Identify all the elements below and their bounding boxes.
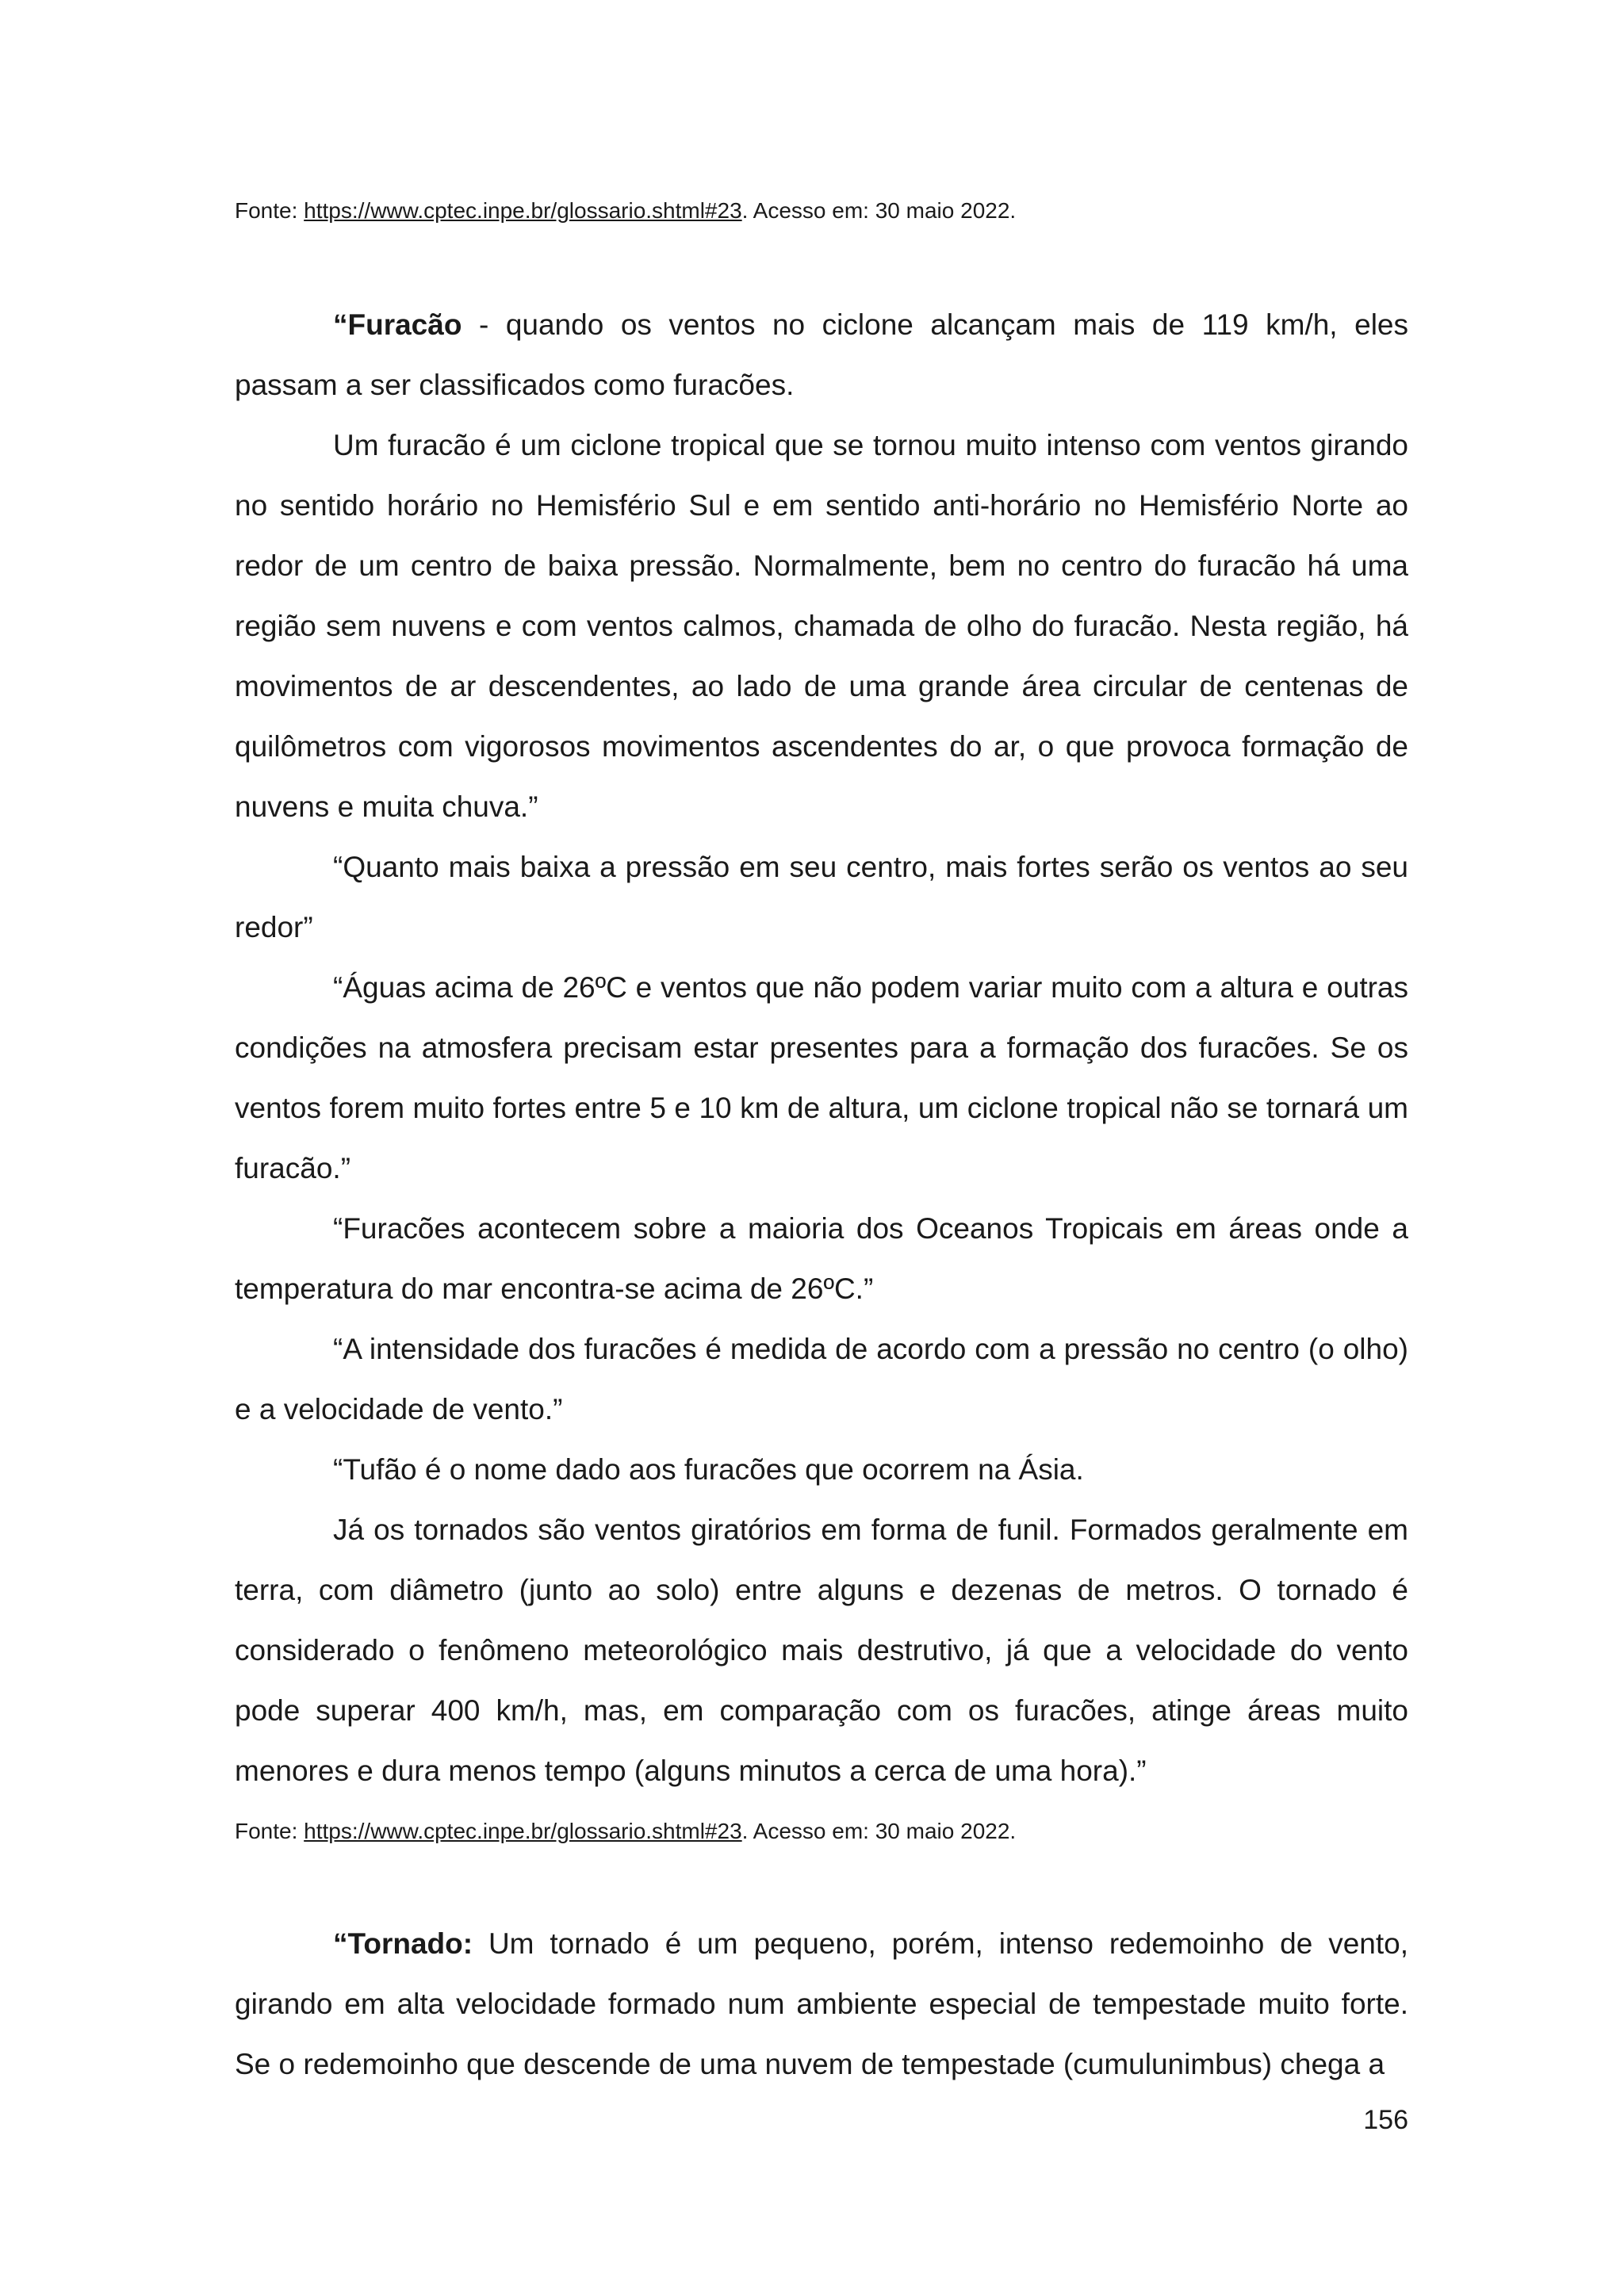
source-suffix: . Acesso em: 30 maio 2022. xyxy=(741,1819,1017,1843)
furacao-term: “Furacão xyxy=(333,308,462,341)
paragraph-oceanos: “Furacões acontecem sobre a maioria dos Oceanos Tropicais em áreas onde a temperatura do mar encontra-se acima de 26ºC.” xyxy=(235,1212,1408,1305)
paragraph-intensidade: “A intensidade dos furacões é medida de acordo com a pressão no centro (o olho) e a velocidade de vento.” xyxy=(235,1333,1408,1425)
source-link[interactable]: https://www.cptec.inpe.br/glossario.shtml#23 xyxy=(304,1819,742,1843)
furacao-definition xyxy=(235,295,1408,415)
paragraph-tornados: Já os tornados são ventos giratórios em forma de funil. Formados geralmente em terra, com diâmetro (junto ao solo) entre alguns e dezenas de metros. O tornado é considerado o fenômeno meteorológico mais destrutivo, já que a velocidade do vento pode superar 400 km/h, mas, em comparação com os furacões, atinge áreas muito menores e dura menos tempo (alguns minutos a cerca de uma hora).” xyxy=(235,1513,1408,1787)
source-prefix: Fonte: xyxy=(235,198,304,223)
paragraph-aguas: “Águas acima de 26ºC e ventos que não podem variar muito com a altura e outras condições na atmosfera precisam estar presentes para a formação dos furacões. Se os ventos forem muito fortes entre 5 e 10 km de altura, um ciclone tropical não se tornará um furacão.” xyxy=(235,971,1408,1184)
paragraph-tufao: “Tufão é o nome dado aos furacões que ocorrem na Ásia. xyxy=(333,1453,1084,1486)
furacao-text: - quando os ventos no ciclone alcançam mais de 119 km/h, eles passam a ser classificados como furacões. xyxy=(235,308,1408,401)
source-citation-bottom xyxy=(235,1816,1408,1847)
paragraph-furacao-description: Um furacão é um ciclone tropical que se tornou muito intenso com ventos girando no sentido horário no Hemisfério Sul e em sentido anti-horário no Hemisfério Norte ao redor de um centro de baixa pressão. Normalmente, bem no centro do furacão há uma região sem nuvens e com ventos calmos, chamada de olho do furacão. Nesta região, há movimentos de ar descendentes, ao lado de uma grande área circular de centenas de quilômetros com vigorosos movimentos ascendentes do ar, o que provoca formação de nuvens e muita chuva.” xyxy=(235,429,1408,823)
tornado-text: Um tornado é um pequeno, porém, intenso redemoinho de vento, girando em alta velocidade formado num ambiente especial de tempestade muito forte. Se o redemoinho que descende de uma nuvem de tempestade (cumulunimbus) chega a xyxy=(235,1927,1408,2080)
source-link[interactable]: https://www.cptec.inpe.br/glossario.shtml#23 xyxy=(304,198,742,223)
source-suffix: . Acesso em: 30 maio 2022. xyxy=(741,198,1017,223)
source-citation-top xyxy=(235,195,1408,227)
page-number: 156 xyxy=(1363,2105,1408,2135)
paragraph-pressao: “Quanto mais baixa a pressão em seu centro, mais fortes serão os ventos ao seu redor” xyxy=(235,851,1408,943)
tornado-definition xyxy=(235,1914,1408,2095)
source-prefix: Fonte: xyxy=(235,1819,304,1843)
tornado-term: “Tornado: xyxy=(333,1927,473,1960)
